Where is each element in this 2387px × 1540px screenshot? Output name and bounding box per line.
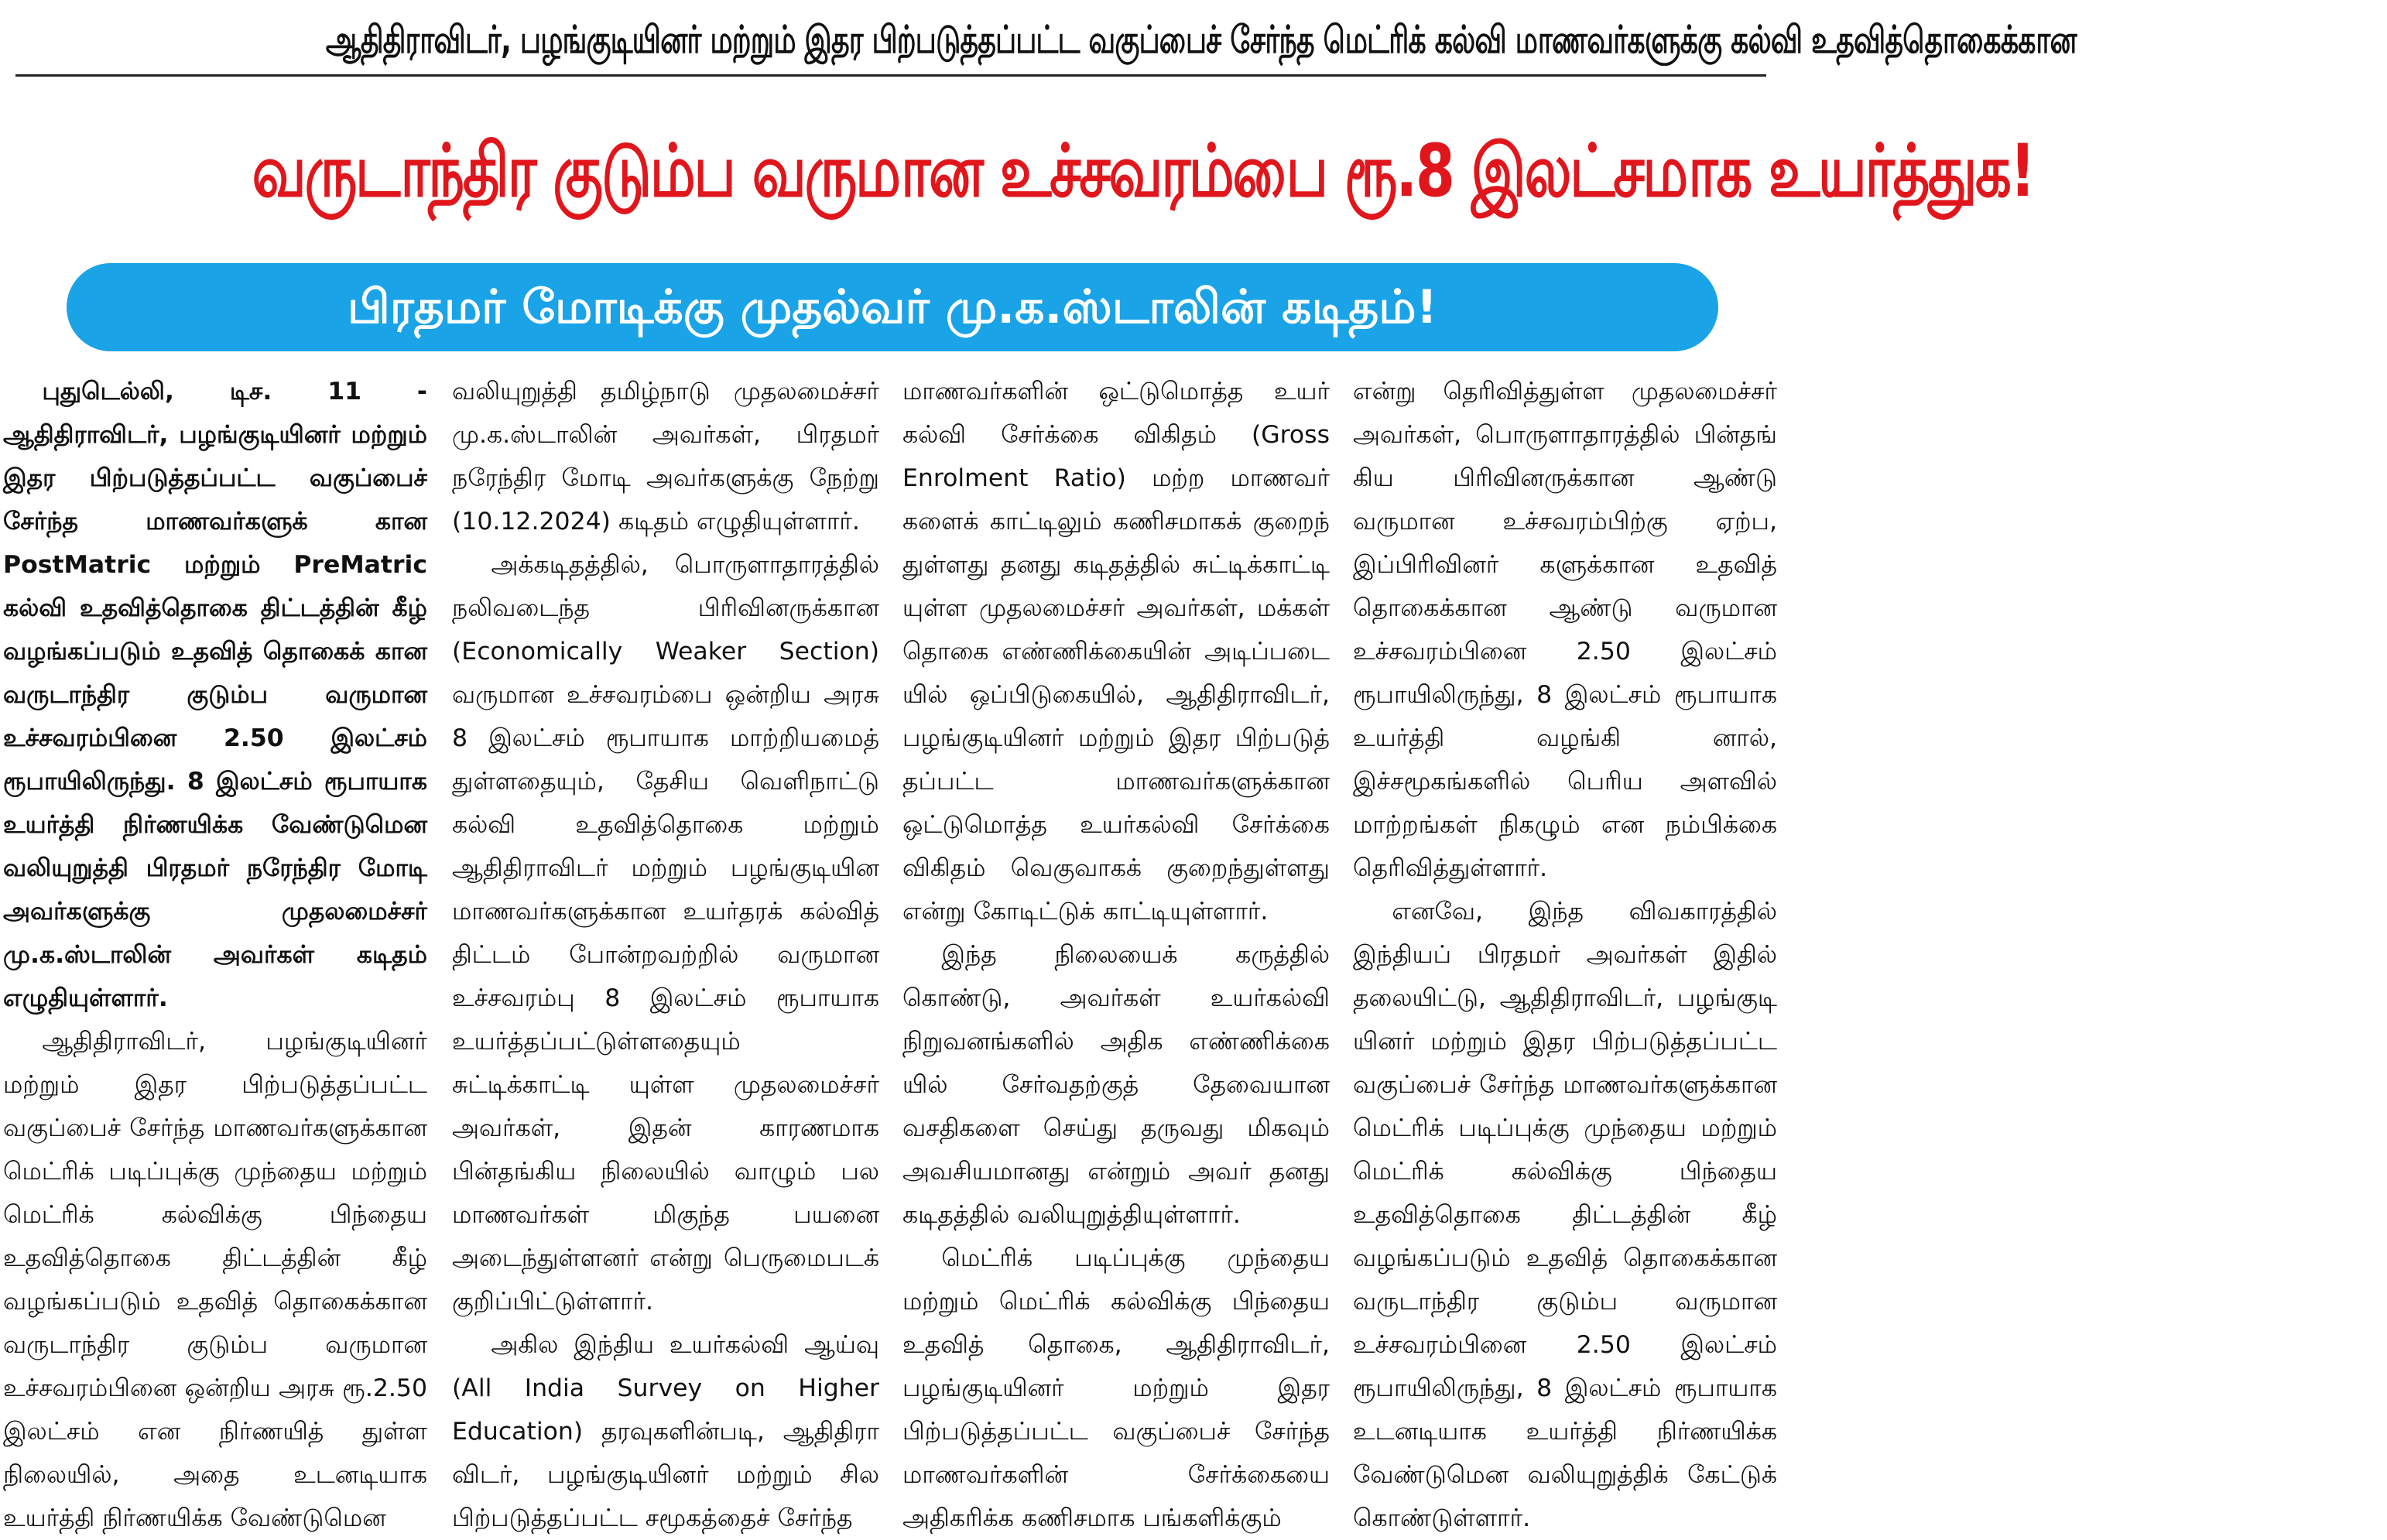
article-paragraph: மெட்ரிக் படிப்புக்கு முந்தைய மற்றும் மெட்ரிக் கல்விக்கு பிந்தைய உதவித் தொகை, ஆதிதிராவிடர், பழங்குடியினர் மற்றும் இதர பிற்படுத்தப்பட்ட வகுப்பைச் சேர்ந்த மாணவர்களின் சேர்க்கையை அதிகரிக்க கணிசமாக பங்களிக்கும் — [902, 1244, 1330, 1532]
article-body — [0, 370, 1782, 1532]
article-paragraph: என்று தெரிவித்துள்ள முதலமைச்சர் அவர்கள், பொருளாதாரத்தில் பின்தங் கிய பிரிவினருக்கான ஆண்டு வருமான உச்சவரம்பிற்கு ஏற்ப, இப்பிரிவினர் களுக்கான உதவித் தொகைக்கான ஆண்டு வருமான உச்சவரம்பினை 2.50 இலட்சம் ரூபாயிலிருந்து, 8 இலட்சம் ரூபாயாக உயர்த்தி வழங்கி னால், இச்சமூகங்களில் பெரிய அளவில் மாற்றங்கள் நிகழும் என நம்பிக்கை தெரிவித்துள்ளார். — [1353, 378, 1777, 882]
article-column-2 — [452, 370, 879, 1532]
article-lead-paragraph: புதுடெல்லி, டிச. 11 - ஆதிதிராவிடர், பழங்குடியினர் மற்றும் இதர பிற்படுத்தப்பட்ட வகுப்பைச் சேர்ந்த மாணவர்களுக் கான PostMatric மற்றும் PreMatric கல்வி உதவித்தொகை திட்டத்தின் கீழ் வழங்கப்படும் உதவித் தொகைக் கான வருடாந்திர குடும்ப வருமான உச்சவரம்பினை 2.50 இலட்சம் ரூபாயிலிருந்து. 8 இலட்சம் ரூபாயாக உயர்த்தி நிர்ணயிக்க வேண்டுமென வலியுறுத்தி பிரதமர் நரேந்திர மோடி அவர்களுக்கு முதலமைச்சர் மு.க.ஸ்டாலின் அவர்கள் கடிதம் எழுதியுள்ளார். — [3, 378, 427, 1012]
article-paragraph: அக்கடிதத்தில், பொருளாதாரத்தில் நலிவடைந்த பிரிவினருக்கான (Economically Weaker Section) வருமான உச்சவரம்பை ஒன்றிய அரசு 8 இலட்சம் ரூபாயாக மாற்றியமைத் துள்ளதையும், தேசிய வெளிநாட்டு கல்வி உதவித்தொகை மற்றும் ஆதிதிராவிடர் மற்றும் பழங்குடியின மாணவர்களுக்கான உயர்தரக் கல்வித் திட்டம் போன்றவற்றில் வருமான உச்சவரம்பு 8 இலட்சம் ரூபாயாக உயர்த்தப்பட்டுள்ளதையும் சுட்டிக்காட்டி யுள்ள முதலமைச்சர் அவர்கள், இதன் காரணமாக பின்தங்கிய நிலையில் வாழும் பல மாணவர்கள் மிகுந்த பயனை அடைந்துள்ளனர் என்று பெருமைபடக் குறிப்பிட்டுள்ளார். — [452, 551, 879, 1316]
article-paragraph: இந்த நிலையைக் கருத்தில் கொண்டு, அவர்கள் உயர்கல்வி நிறுவனங்களில் அதிக எண்ணிக்கை யில் சேர்வதற்குத் தேவையான வசதிகளை செய்து தருவது மிகவும் அவசியமானது என்றும் அவர் தனது கடிதத்தில் வலியுறுத்தியுள்ளார். — [902, 941, 1330, 1229]
kicker-divider — [15, 74, 1766, 77]
article-column-1 — [3, 370, 427, 1532]
article-column-3 — [902, 370, 1330, 1532]
article-paragraph: மாணவர்களின் ஒட்டுமொத்த உயர் கல்வி சேர்க்கை விகிதம் (Gross Enrolment Ratio) மற்ற மாணவர் களைக் காட்டிலும் கணிசமாகக் குறைந் துள்ளது தனது கடிதத்தில் சுட்டிக்காட்டி யுள்ள முதலமைச்சர் அவர்கள், மக்கள் தொகை எண்ணிக்கையின் அடிப்படை யில் ஒப்பிடுகையில், ஆதிதிராவிடர், பழங்குடியினர் மற்றும் இதர பிற்படுத் தப்பட்ட மாணவர்களுக்கான ஒட்டுமொத்த உயர்கல்வி சேர்க்கை விகிதம் வெகுவாகக் குறைந்துள்ளது என்று கோடிட்டுக் காட்டியுள்ளார். — [902, 378, 1330, 926]
article-paragraph: அகில இந்திய உயர்கல்வி ஆய்வு (All India Survey on Higher Education) தரவுகளின்படி, ஆதிதிரா விடர், பழங்குடியினர் மற்றும் சில பிற்படுத்தப்பட்ட சமூகத்தைச் சேர்ந்த — [452, 1331, 879, 1532]
headline: வருடாந்திர குடும்ப வருமான உச்சவரம்பை ரூ.8 இலட்சமாக உயர்த்துக! — [252, 129, 2034, 214]
subheadline-banner — [67, 263, 1718, 351]
article-paragraph: வலியுறுத்தி தமிழ்நாடு முதலமைச்சர் மு.க.ஸ்டாலின் அவர்கள், பிரதமர் நரேந்திர மோடி அவர்களுக்கு நேற்று (10.12.2024) கடிதம் எழுதியுள்ளார். — [452, 378, 879, 536]
article-column-4 — [1353, 370, 1777, 1532]
kicker-line: ஆதிதிராவிடர், பழங்குடியினர் மற்றும் இதர பிற்படுத்தப்பட்ட வகுப்பைச் சேர்ந்த மெட்ரிக் கல்வி மாணவர்களுக்கு கல்வி உதவித்தொகைக்கான — [325, 18, 2077, 62]
subheadline-text: பிரதமர் மோடிக்கு முதல்வர் மு.க.ஸ்டாலின் கடிதம்! — [348, 280, 1437, 334]
article-paragraph: எனவே, இந்த விவகாரத்தில் இந்தியப் பிரதமர் அவர்கள் இதில் தலையிட்டு, ஆதிதிராவிடர், பழங்குடி யினர் மற்றும் இதர பிற்படுத்தப்பட்ட வகுப்பைச் சேர்ந்த மாணவர்களுக்கான மெட்ரிக் படிப்புக்கு முந்தைய மற்றும் மெட்ரிக் கல்விக்கு பிந்தைய உதவித்தொகை திட்டத்தின் கீழ் வழங்கப்படும் உதவித் தொகைக்கான வருடாந்திர குடும்ப வருமான உச்சவரம்பினை 2.50 இலட்சம் ரூபாயிலிருந்து, 8 இலட்சம் ரூபாயாக உடனடியாக உயர்த்தி நிர்ணயிக்க வேண்டுமென வலியுறுத்திக் கேட்டுக் கொண்டுள்ளார். — [1353, 898, 1777, 1532]
article-paragraph: ஆதிதிராவிடர், பழங்குடியினர் மற்றும் இதர பிற்படுத்தப்பட்ட வகுப்பைச் சேர்ந்த மாணவர்களுக்கான மெட்ரிக் படிப்புக்கு முந்தைய மற்றும் மெட்ரிக் கல்விக்கு பிந்தைய உதவித்தொகை திட்டத்தின் கீழ் வழங்கப்படும் உதவித் தொகைக்கான வருடாந்திர குடும்ப வருமான உச்சவரம்பினை ஒன்றிய அரசு ரூ.2.50 இலட்சம் என நிர்ணயித் துள்ள நிலையில், அதை உடனடியாக உயர்த்தி நிர்ணயிக்க வேண்டுமென — [3, 1028, 427, 1532]
